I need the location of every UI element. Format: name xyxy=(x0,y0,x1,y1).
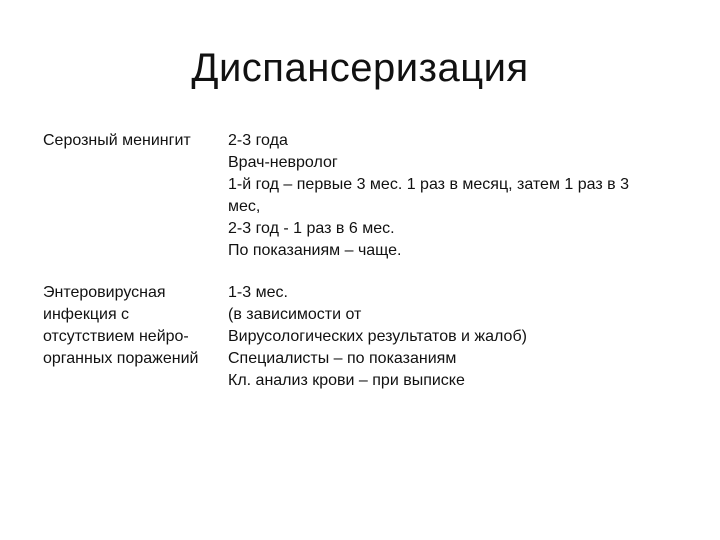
label-line: инфекция с xyxy=(43,306,130,323)
label-line: органных поражений xyxy=(43,350,199,367)
row-label xyxy=(43,282,228,392)
value-line: 1-3 мес. xyxy=(228,284,288,301)
value-line: Кл. анализ крови – при выписке xyxy=(228,372,465,389)
value-line: 2-3 год - 1 раз в 6 мес. xyxy=(228,220,395,237)
value-line: Врач-невролог xyxy=(228,154,338,171)
row-label xyxy=(43,130,228,262)
row-enterovirus-infection xyxy=(43,282,683,392)
label-line: отсутствием нейро- xyxy=(43,328,189,345)
value-line: Вирусологических результатов и жалоб) xyxy=(228,328,527,345)
value-line: (в зависимости от xyxy=(228,306,362,323)
slide-title: Диспансеризация xyxy=(191,46,529,90)
label-line: Серозный менингит xyxy=(43,132,191,149)
row-serous-meningitis xyxy=(43,130,683,262)
row-values xyxy=(228,282,683,392)
value-line: мес, xyxy=(228,198,261,215)
value-line: 2-3 года xyxy=(228,132,288,149)
value-line: Специалисты – по показаниям xyxy=(228,350,457,367)
label-line: Энтеровирусная xyxy=(43,284,166,301)
row-values xyxy=(228,130,683,262)
value-line: По показаниям – чаще. xyxy=(228,242,402,259)
value-line: 1-й год – первые 3 мес. 1 раз в месяц, затем 1 раз в 3 xyxy=(228,176,629,193)
